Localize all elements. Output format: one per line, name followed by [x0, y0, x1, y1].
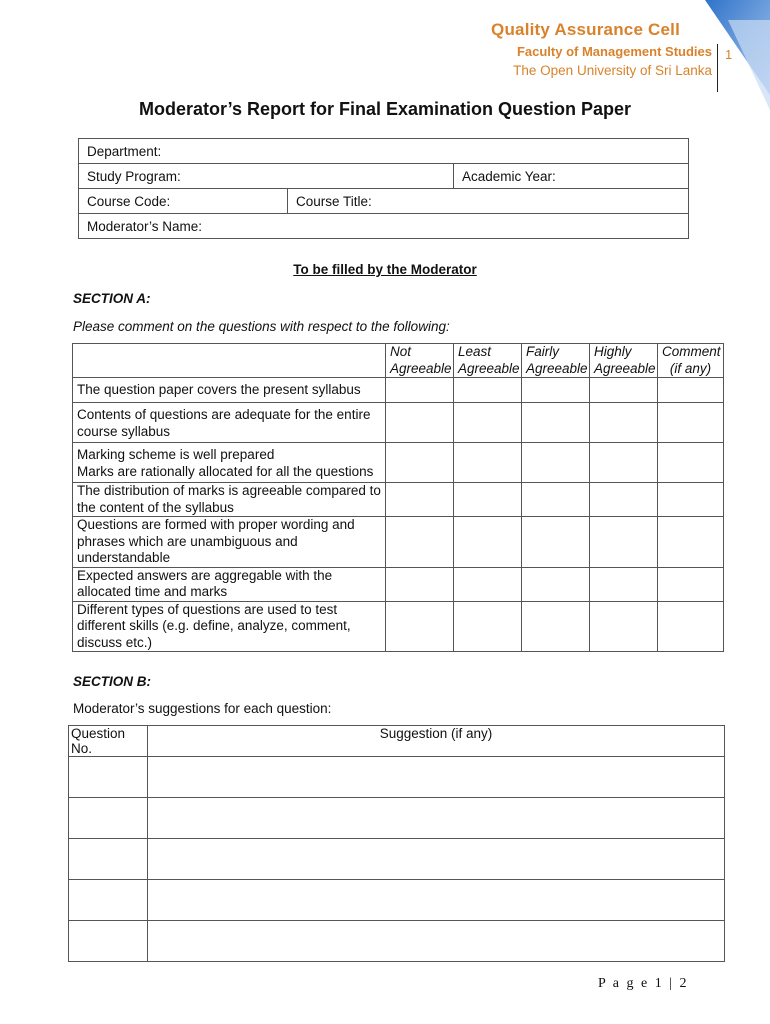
- suggestion-cell[interactable]: [148, 757, 725, 798]
- criteria-marks-distribution: The distribution of marks is agreeable compared to the content of the syllabus: [73, 483, 386, 517]
- rating-cell[interactable]: [522, 567, 590, 601]
- rating-cell[interactable]: [590, 567, 658, 601]
- question-no-cell[interactable]: [69, 880, 148, 921]
- rating-cell[interactable]: [522, 483, 590, 517]
- criteria-content-adequacy: Contents of questions are adequate for the entire course syllabus: [73, 403, 386, 443]
- section-a-instruction: Please comment on the questions with respect to the following:: [73, 319, 450, 334]
- rating-cell[interactable]: [590, 443, 658, 483]
- rating-cell[interactable]: [522, 443, 590, 483]
- comment-cell[interactable]: [658, 483, 724, 517]
- rating-cell[interactable]: [454, 517, 522, 568]
- criteria-question-types: Different types of questions are used to test different skills (e.g. define, analyze, comment, discuss etc.): [73, 601, 386, 652]
- rating-cell[interactable]: [386, 601, 454, 652]
- question-no-cell[interactable]: [69, 757, 148, 798]
- col-highly-agreeable: Highly Agreeable: [590, 344, 658, 378]
- rating-cell[interactable]: [386, 483, 454, 517]
- comment-cell[interactable]: [658, 443, 724, 483]
- comment-cell[interactable]: [658, 567, 724, 601]
- col-not-agreeable: Not Agreeable: [386, 344, 454, 378]
- faculty-name: Faculty of Management Studies: [516, 44, 712, 59]
- course-code-field[interactable]: Course Code:: [79, 189, 288, 214]
- rating-cell[interactable]: [522, 403, 590, 443]
- rating-cell[interactable]: [454, 483, 522, 517]
- rating-cell[interactable]: [590, 378, 658, 403]
- col-question-no: Question No.: [69, 726, 148, 757]
- rating-cell[interactable]: [454, 403, 522, 443]
- rating-table: [72, 343, 724, 652]
- col-suggestion: Suggestion (if any): [148, 726, 725, 757]
- question-no-cell[interactable]: [69, 839, 148, 880]
- suggestion-cell[interactable]: [148, 921, 725, 962]
- academic-year-field[interactable]: Academic Year:: [454, 164, 689, 189]
- rating-cell[interactable]: [522, 517, 590, 568]
- question-no-cell[interactable]: [69, 921, 148, 962]
- rating-cell[interactable]: [590, 601, 658, 652]
- rating-cell[interactable]: [590, 483, 658, 517]
- comment-cell[interactable]: [658, 378, 724, 403]
- rating-cell[interactable]: [454, 378, 522, 403]
- rating-cell[interactable]: [522, 378, 590, 403]
- course-info-table: [78, 138, 689, 239]
- criteria-wording: Questions are formed with proper wording and phrases which are unambiguous and understandable: [73, 517, 386, 568]
- rating-cell[interactable]: [522, 601, 590, 652]
- moderator-name-field[interactable]: Moderator’s Name:: [79, 214, 689, 239]
- rating-cell[interactable]: [386, 378, 454, 403]
- col-fairly-agreeable: Fairly Agreeable: [522, 344, 590, 378]
- rating-cell[interactable]: [386, 517, 454, 568]
- rating-cell[interactable]: [590, 403, 658, 443]
- rating-cell[interactable]: [454, 567, 522, 601]
- suggestions-table: [68, 725, 725, 962]
- rating-cell[interactable]: [590, 517, 658, 568]
- rating-cell[interactable]: [386, 443, 454, 483]
- page-footer: P a g e 1 | 2: [598, 976, 689, 991]
- department-field[interactable]: Department:: [79, 139, 689, 164]
- header-page-number: 1: [725, 47, 733, 62]
- rating-cell[interactable]: [454, 443, 522, 483]
- rating-cell[interactable]: [386, 403, 454, 443]
- cell-name: Quality Assurance Cell: [491, 20, 680, 39]
- rating-cell[interactable]: [454, 601, 522, 652]
- criteria-marking-scheme-line: Marking scheme is well prepared: [77, 447, 275, 462]
- header-divider: [717, 44, 718, 92]
- comment-cell[interactable]: [658, 403, 724, 443]
- suggestion-cell[interactable]: [148, 839, 725, 880]
- col-least-agreeable: Least Agreeable: [454, 344, 522, 378]
- criteria-marks-allocation-line: Marks are rationally allocated for all the questions: [77, 463, 374, 479]
- question-no-cell[interactable]: [69, 798, 148, 839]
- criteria-header: [73, 344, 386, 378]
- course-title-field[interactable]: Course Title:: [288, 189, 689, 214]
- criteria-syllabus-coverage: The question paper covers the present syllabus: [73, 378, 386, 403]
- section-b-instruction: Moderator’s suggestions for each question:: [73, 701, 332, 716]
- rating-cell[interactable]: [386, 567, 454, 601]
- section-b-heading: SECTION B:: [73, 674, 152, 689]
- criteria-expected-answers: Expected answers are aggregable with the allocated time and marks: [73, 567, 386, 601]
- page-title: Moderator’s Report for Final Examination Question Paper: [138, 99, 632, 119]
- suggestion-cell[interactable]: [148, 798, 725, 839]
- university-name: The Open University of Sri Lanka: [513, 63, 712, 78]
- section-a-heading: SECTION A:: [73, 291, 151, 306]
- col-comment: Comment (if any): [658, 344, 724, 378]
- comment-cell[interactable]: [658, 517, 724, 568]
- suggestion-cell[interactable]: [148, 880, 725, 921]
- comment-cell[interactable]: [658, 601, 724, 652]
- study-program-field[interactable]: Study Program:: [79, 164, 454, 189]
- criteria-marking-scheme: [73, 443, 386, 483]
- filled-by-heading: To be filled by the Moderator: [293, 262, 477, 277]
